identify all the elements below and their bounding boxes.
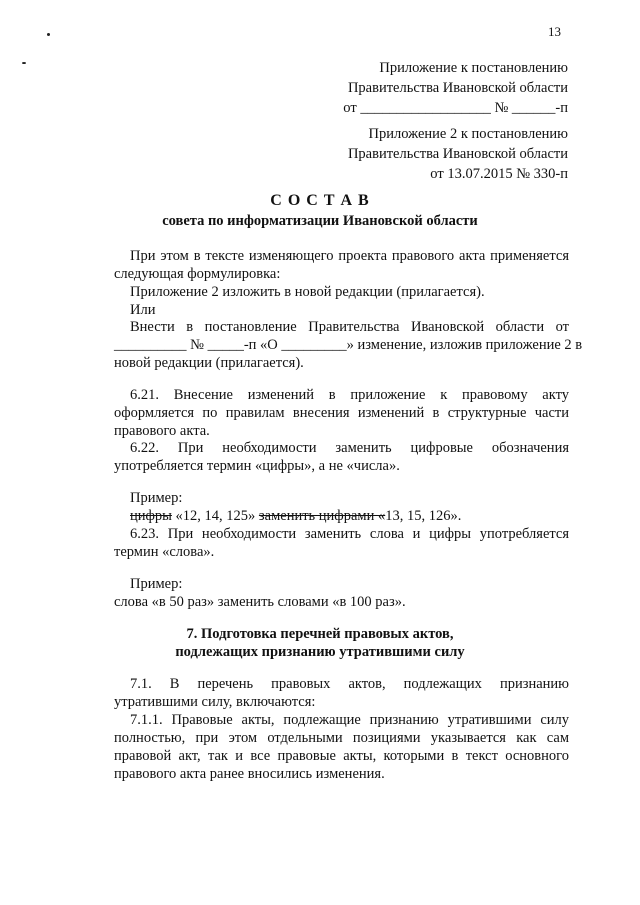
struck-phrase: заменить цифрами « xyxy=(258,508,386,524)
header-appendix-line3: от __________________ № ______-п xyxy=(343,100,568,116)
header-appendix-2-line3: от 13.07.2015 № 330-п xyxy=(430,166,568,182)
header-appendix-line1: Приложение к постановлению xyxy=(379,60,568,76)
text-line: Приложение 2 изложить в новой редакции (прилагается). xyxy=(130,284,485,300)
scan-speck xyxy=(47,33,50,36)
header-appendix-2-line2: Правительства Ивановской области xyxy=(347,146,568,162)
struck-word: цифры xyxy=(130,508,172,524)
page-number: 13 xyxy=(548,24,561,39)
paragraph-6-22-line: 6.22. При необходимости заменить цифровые обозначения xyxy=(130,440,569,456)
section-7-heading: подлежащих признанию утратившими силу xyxy=(175,644,465,660)
example-2-text: слова «в 50 раз» заменить словами «в 100 раз». xyxy=(114,594,406,610)
header-appendix-2 xyxy=(348,124,568,184)
example-numbers: «12, 14, 125» xyxy=(171,508,259,524)
text-line: При этом в тексте изменяющего проекта правового акта применяется xyxy=(130,248,569,264)
paragraph-7-1-1-line: 7.1.1. Правовые акты, подлежащие признанию утратившими силу xyxy=(130,712,569,728)
paragraph-6-23-line: 6.23. При необходимости заменить слова и цифры употребляется xyxy=(130,526,569,542)
example-label: Пример: xyxy=(130,576,183,592)
paragraph-7-1-line: 7.1. В перечень правовых актов, подлежащих признанию xyxy=(130,676,569,692)
paragraph-7-1-1-line: полностью, при этом отдельными позициями указывается как сам xyxy=(114,730,569,746)
text-line: Внести в постановление Правительства Ивановской области от xyxy=(130,319,569,335)
paragraph-6-21-line: правового акта. xyxy=(114,423,210,439)
text-line: Или xyxy=(130,302,156,318)
document-subtitle: совета по информатизации Ивановской области xyxy=(162,213,478,229)
example-label: Пример: xyxy=(130,490,183,506)
header-appendix xyxy=(343,58,568,118)
text-line: следующая формулировка: xyxy=(114,266,281,282)
paragraph-7-1-line: утратившими силу, включаются: xyxy=(114,694,316,710)
paragraph-6-21-line: 6.21. Внесение изменений в приложение к правовому акту xyxy=(130,387,569,403)
example-1-text xyxy=(130,506,569,526)
paragraph-6-23-line: термин «слова». xyxy=(114,544,215,560)
text-line: новой редакции (прилагается). xyxy=(114,355,304,371)
text-line: __________ № _____-п «О _________» изменение, изложив приложение 2 в xyxy=(114,337,583,353)
scan-speck xyxy=(22,62,26,64)
paragraph-7-1-1-line: правовой акт, так и все правовые акты, которыми в текст основного xyxy=(114,748,569,764)
section-7-heading: 7. Подготовка перечней правовых актов, xyxy=(186,626,454,642)
example-new-numbers: 13, 15, 126». xyxy=(385,508,462,524)
paragraph-6-22-line: употребляется термин «цифры», а не «числа». xyxy=(114,458,400,474)
paragraph-7-1-1-line: правового акта ранее вносились изменения. xyxy=(114,766,385,782)
header-appendix-line2: Правительства Ивановской области xyxy=(347,80,568,96)
header-appendix-2-line1: Приложение 2 к постановлению xyxy=(368,126,568,142)
paragraph-6-21-line: оформляется по правилам внесения изменений в структурные части xyxy=(114,405,569,421)
document-title: С О С Т А В xyxy=(270,192,370,209)
